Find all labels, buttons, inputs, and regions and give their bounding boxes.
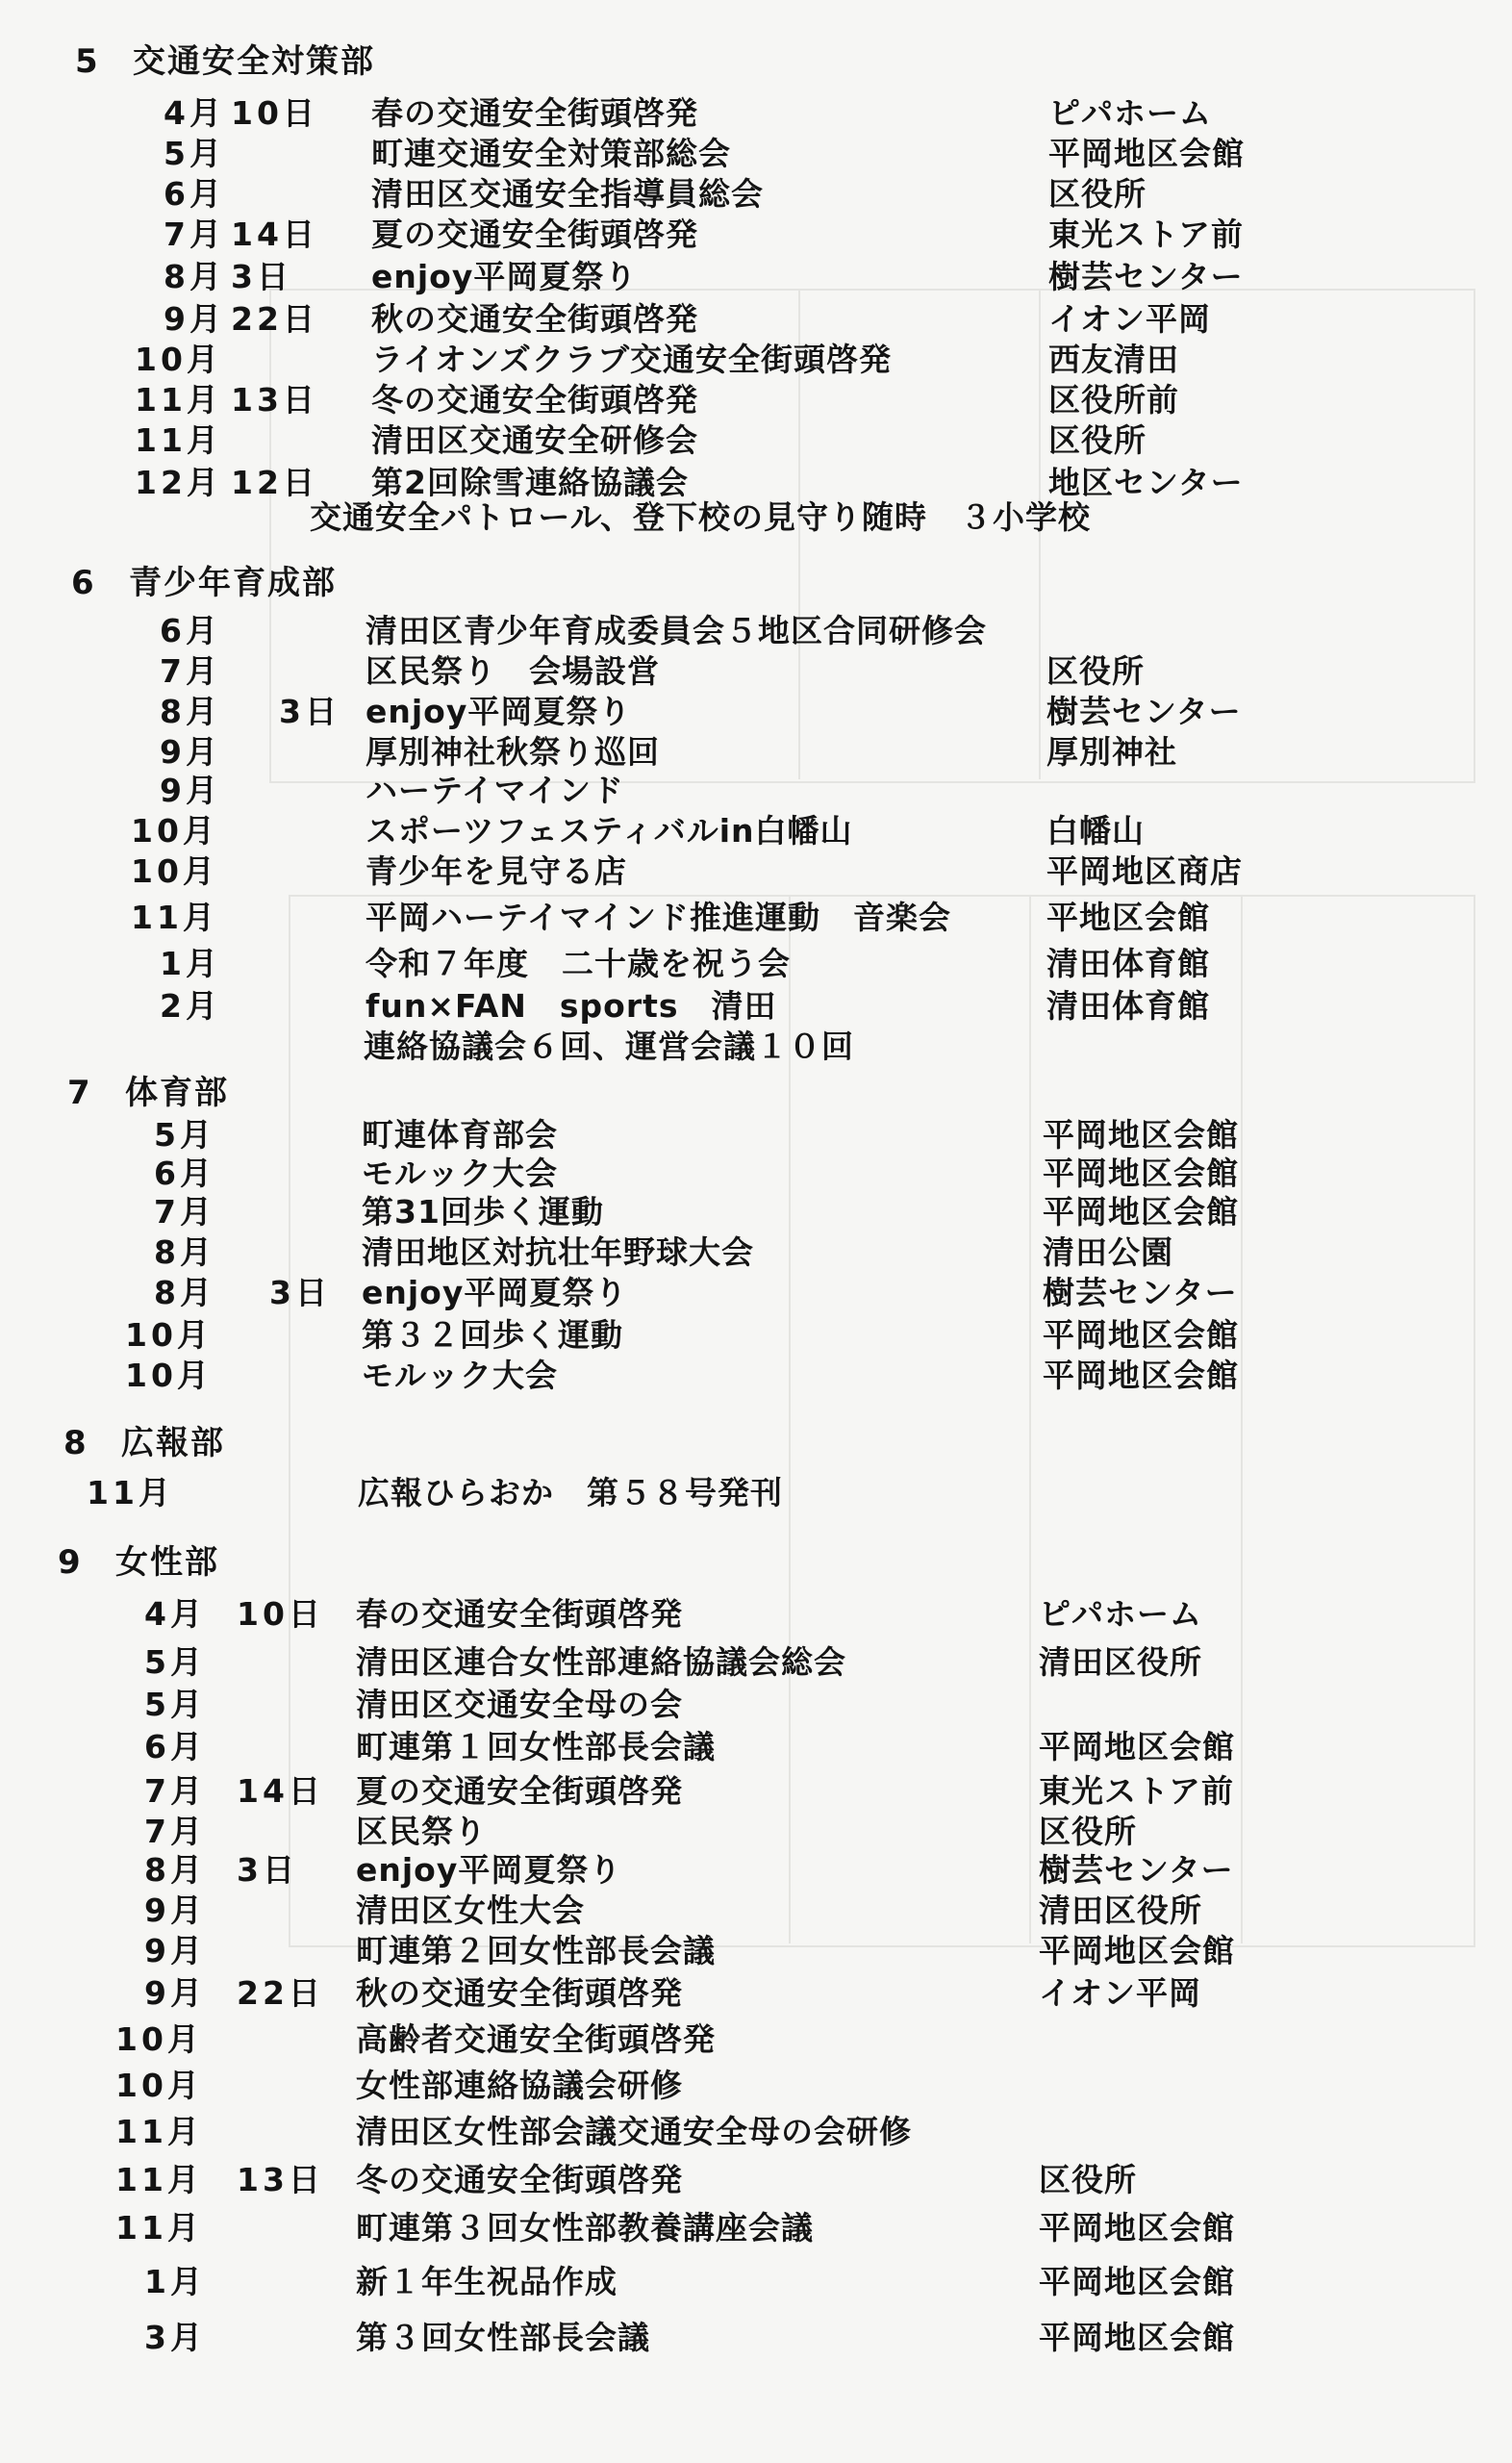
row-event: 第３回女性部長会議 bbox=[356, 2319, 650, 2356]
row-month: 1月 bbox=[144, 2263, 206, 2300]
row-event: 令和７年度 二十歳を祝う会 bbox=[365, 945, 791, 982]
section-title: 女性部 bbox=[115, 1543, 219, 1582]
row-event: 清田区交通安全研修会 bbox=[371, 421, 698, 459]
row-event: enjoy平岡夏祭り bbox=[356, 1851, 622, 1889]
row-place: 平岡地区会館 bbox=[1039, 2209, 1235, 2247]
row-event: 町連第３回女性部教養講座会議 bbox=[356, 2209, 814, 2247]
row-day: 12日 bbox=[231, 464, 318, 501]
row-place: 区役所 bbox=[1048, 421, 1147, 459]
row-month: 11月 bbox=[115, 2113, 203, 2150]
row-event: 区民祭り 会場設営 bbox=[365, 652, 660, 690]
section-title: 交通安全対策部 bbox=[133, 42, 375, 81]
row-month: 10月 bbox=[131, 852, 218, 890]
row-event: 清田地区対抗壮年野球大会 bbox=[362, 1233, 754, 1271]
row-event: 清田区女性大会 bbox=[356, 1892, 585, 1929]
row-day: 22日 bbox=[231, 300, 318, 338]
row-place: 平岡地区会館 bbox=[1039, 1932, 1235, 1969]
row-place: 区役所 bbox=[1039, 1813, 1137, 1850]
row-month: 6月 bbox=[154, 1155, 215, 1192]
row-month: 5月 bbox=[144, 1643, 206, 1681]
row-place: 樹芸センター bbox=[1046, 693, 1242, 730]
section-number: 7 bbox=[67, 1074, 92, 1112]
section-number: 6 bbox=[71, 564, 96, 602]
row-month: 8月 bbox=[154, 1233, 215, 1271]
row-event: 冬の交通安全街頭啓発 bbox=[356, 2161, 683, 2198]
row-month: 1月 bbox=[160, 945, 221, 982]
row-event: 秋の交通安全街頭啓発 bbox=[371, 300, 698, 338]
row-event: 町連交通安全対策部総会 bbox=[371, 135, 731, 172]
row-month: 10月 bbox=[135, 341, 222, 378]
row-event: 高齢者交通安全街頭啓発 bbox=[356, 2020, 716, 2058]
row-place: 平岡地区会館 bbox=[1043, 1116, 1239, 1154]
row-day: 3日 bbox=[231, 258, 292, 295]
row-place: 区役所前 bbox=[1048, 381, 1179, 419]
row-month: 7月 bbox=[144, 1772, 206, 1810]
row-event: 広報ひらおか 第５８号発刊 bbox=[358, 1474, 783, 1511]
row-event: 町連体育部会 bbox=[362, 1116, 558, 1154]
section-heading bbox=[58, 1536, 219, 1583]
row-place: 区役所 bbox=[1048, 175, 1147, 213]
row-day: 14日 bbox=[231, 216, 318, 253]
row-event: 第31回歩く運動 bbox=[362, 1193, 604, 1231]
row-month: 3月 bbox=[144, 2319, 206, 2356]
row-month: 11月 bbox=[135, 381, 222, 419]
row-event: 町連第１回女性部長会議 bbox=[356, 1728, 716, 1765]
row-event: 夏の交通安全街頭啓発 bbox=[371, 216, 698, 253]
row-month: 9月 bbox=[160, 733, 221, 771]
row-place: 区役所 bbox=[1039, 2161, 1137, 2198]
row-month: 12月 bbox=[135, 464, 222, 501]
row-event: モルック大会 bbox=[362, 1357, 558, 1394]
row-month: 10月 bbox=[131, 812, 218, 850]
row-place: 白幡山 bbox=[1046, 812, 1145, 850]
row-event: 厚別神社秋祭り巡回 bbox=[365, 733, 660, 771]
row-place: 平岡地区会館 bbox=[1039, 2319, 1235, 2356]
row-month: 2月 bbox=[160, 987, 221, 1025]
row-event: 春の交通安全街頭啓発 bbox=[371, 94, 698, 132]
row-place: 平岡地区会館 bbox=[1039, 2263, 1235, 2300]
row-place: 清田区役所 bbox=[1039, 1643, 1202, 1681]
row-day: 13日 bbox=[231, 381, 318, 419]
row-day: 10日 bbox=[231, 94, 318, 132]
row-month: 6月 bbox=[144, 1728, 206, 1765]
row-event: enjoy平岡夏祭り bbox=[362, 1274, 628, 1311]
row-day: 3日 bbox=[237, 1851, 298, 1889]
row-place: 清田体育館 bbox=[1046, 987, 1210, 1025]
row-event: enjoy平岡夏祭り bbox=[371, 258, 638, 295]
row-month: 9月 bbox=[164, 300, 225, 338]
row-place: 清田体育館 bbox=[1046, 945, 1210, 982]
row-month: 9月 bbox=[160, 772, 221, 809]
row-month: 9月 bbox=[144, 1932, 206, 1969]
row-place: 平岡地区会館 bbox=[1043, 1316, 1239, 1354]
section-heading bbox=[63, 1416, 225, 1463]
row-place: 平岡地区会館 bbox=[1043, 1155, 1239, 1192]
row-event: 清田区交通安全母の会 bbox=[356, 1686, 683, 1723]
row-place: 清田区役所 bbox=[1039, 1892, 1202, 1929]
row-month: 11月 bbox=[87, 1474, 174, 1511]
row-place: 樹芸センター bbox=[1043, 1274, 1238, 1311]
section-number: 5 bbox=[75, 42, 100, 81]
row-event: fun×FAN sports 清田 bbox=[365, 987, 777, 1025]
row-day: 3日 bbox=[279, 693, 340, 730]
row-month: 5月 bbox=[144, 1686, 206, 1723]
section-heading bbox=[75, 35, 375, 82]
row-place: 樹芸センター bbox=[1039, 1851, 1234, 1889]
row-event: ハーテイマインド bbox=[365, 772, 625, 809]
row-month: 10月 bbox=[115, 2020, 203, 2058]
section-title: 体育部 bbox=[125, 1074, 229, 1112]
row-place: 東光ストア前 bbox=[1048, 216, 1245, 253]
row-month: 10月 bbox=[125, 1357, 213, 1394]
row-month: 8月 bbox=[154, 1274, 215, 1311]
row-event: 秋の交通安全街頭啓発 bbox=[356, 1974, 683, 2012]
row-place: 区役所 bbox=[1046, 652, 1145, 690]
section-title: 広報部 bbox=[121, 1424, 225, 1462]
row-place: 厚別神社 bbox=[1046, 733, 1177, 771]
row-event: 青少年を見守る店 bbox=[365, 852, 627, 890]
row-month: 10月 bbox=[125, 1316, 213, 1354]
row-place: 平岡地区会館 bbox=[1043, 1193, 1239, 1231]
row-place: 地区センター bbox=[1048, 464, 1244, 501]
row-event: 春の交通安全街頭啓発 bbox=[356, 1595, 683, 1633]
row-event: enjoy平岡夏祭り bbox=[365, 693, 632, 730]
row-day: 22日 bbox=[237, 1974, 324, 2012]
row-day: 14日 bbox=[237, 1772, 324, 1810]
row-event: モルック大会 bbox=[362, 1155, 558, 1192]
row-event: 冬の交通安全街頭啓発 bbox=[371, 381, 698, 419]
row-place: イオン平岡 bbox=[1039, 1974, 1202, 2012]
row-event: 女性部連絡協議会研修 bbox=[356, 2067, 683, 2104]
row-month: 11月 bbox=[131, 899, 218, 936]
row-month: 7月 bbox=[160, 652, 221, 690]
row-place: 平岡地区会館 bbox=[1039, 1728, 1235, 1765]
row-month: 11月 bbox=[135, 421, 222, 459]
row-event: 区民祭り bbox=[356, 1813, 487, 1850]
row-event: 第３２回歩く運動 bbox=[362, 1316, 623, 1354]
row-event: 清田区青少年育成委員会５地区合同研修会 bbox=[365, 612, 987, 649]
row-month: 7月 bbox=[154, 1193, 215, 1231]
row-day: 3日 bbox=[269, 1274, 331, 1311]
row-event: 平岡ハーテイマインド推進運動 音楽会 bbox=[365, 899, 952, 936]
row-month: 10月 bbox=[115, 2067, 203, 2104]
row-month: 8月 bbox=[144, 1851, 206, 1889]
row-event: 清田区連合女性部連絡協議会総会 bbox=[356, 1643, 846, 1681]
row-event: スポーツフェスティバルin白幡山 bbox=[365, 812, 853, 850]
row-place: 平岡地区会館 bbox=[1043, 1357, 1239, 1394]
section-note: 交通安全パトロール、登下校の見守り随時 ３小学校 bbox=[310, 498, 1092, 536]
row-place: 樹芸センター bbox=[1048, 258, 1244, 295]
row-month: 7月 bbox=[164, 216, 225, 253]
row-month: 6月 bbox=[160, 612, 221, 649]
row-event: 第2回除雪連絡協議会 bbox=[371, 464, 689, 501]
row-place: 平岡地区会館 bbox=[1048, 135, 1245, 172]
row-month: 7月 bbox=[144, 1813, 206, 1850]
row-place: 平地区会館 bbox=[1046, 899, 1210, 936]
row-place: 東光ストア前 bbox=[1039, 1772, 1235, 1810]
row-month: 8月 bbox=[164, 258, 225, 295]
row-month: 9月 bbox=[144, 1892, 206, 1929]
row-place: 清田公園 bbox=[1043, 1233, 1173, 1271]
row-place: 平岡地区商店 bbox=[1046, 852, 1243, 890]
row-event: 清田区交通安全指導員総会 bbox=[371, 175, 764, 213]
row-event: 新１年生祝品作成 bbox=[356, 2263, 617, 2300]
row-event: 清田区女性部会議交通安全母の会研修 bbox=[356, 2113, 912, 2150]
row-place: 西友清田 bbox=[1048, 341, 1179, 378]
section-title: 青少年育成部 bbox=[129, 564, 337, 602]
section-note: 連絡協議会６回、運営会議１０回 bbox=[364, 1028, 854, 1065]
section-heading bbox=[71, 556, 337, 603]
row-place: ピパホーム bbox=[1039, 1595, 1202, 1633]
section-heading bbox=[67, 1066, 229, 1113]
row-day: 10日 bbox=[237, 1595, 324, 1633]
row-month: 6月 bbox=[164, 175, 225, 213]
row-month: 5月 bbox=[164, 135, 225, 172]
row-place: イオン平岡 bbox=[1048, 300, 1212, 338]
row-month: 11月 bbox=[115, 2161, 203, 2198]
row-month: 8月 bbox=[160, 693, 221, 730]
row-event: 町連第２回女性部長会議 bbox=[356, 1932, 716, 1969]
row-month: 9月 bbox=[144, 1974, 206, 2012]
row-month: 4月 bbox=[144, 1595, 206, 1633]
section-number: 8 bbox=[63, 1424, 88, 1462]
row-month: 11月 bbox=[115, 2209, 203, 2247]
row-event: 夏の交通安全街頭啓発 bbox=[356, 1772, 683, 1810]
row-place: ピパホーム bbox=[1048, 94, 1212, 132]
row-event: ライオンズクラブ交通安全街頭啓発 bbox=[371, 341, 893, 378]
section-number: 9 bbox=[58, 1543, 83, 1582]
row-month: 5月 bbox=[154, 1116, 215, 1154]
row-day: 13日 bbox=[237, 2161, 324, 2198]
row-month: 4月 bbox=[164, 94, 225, 132]
